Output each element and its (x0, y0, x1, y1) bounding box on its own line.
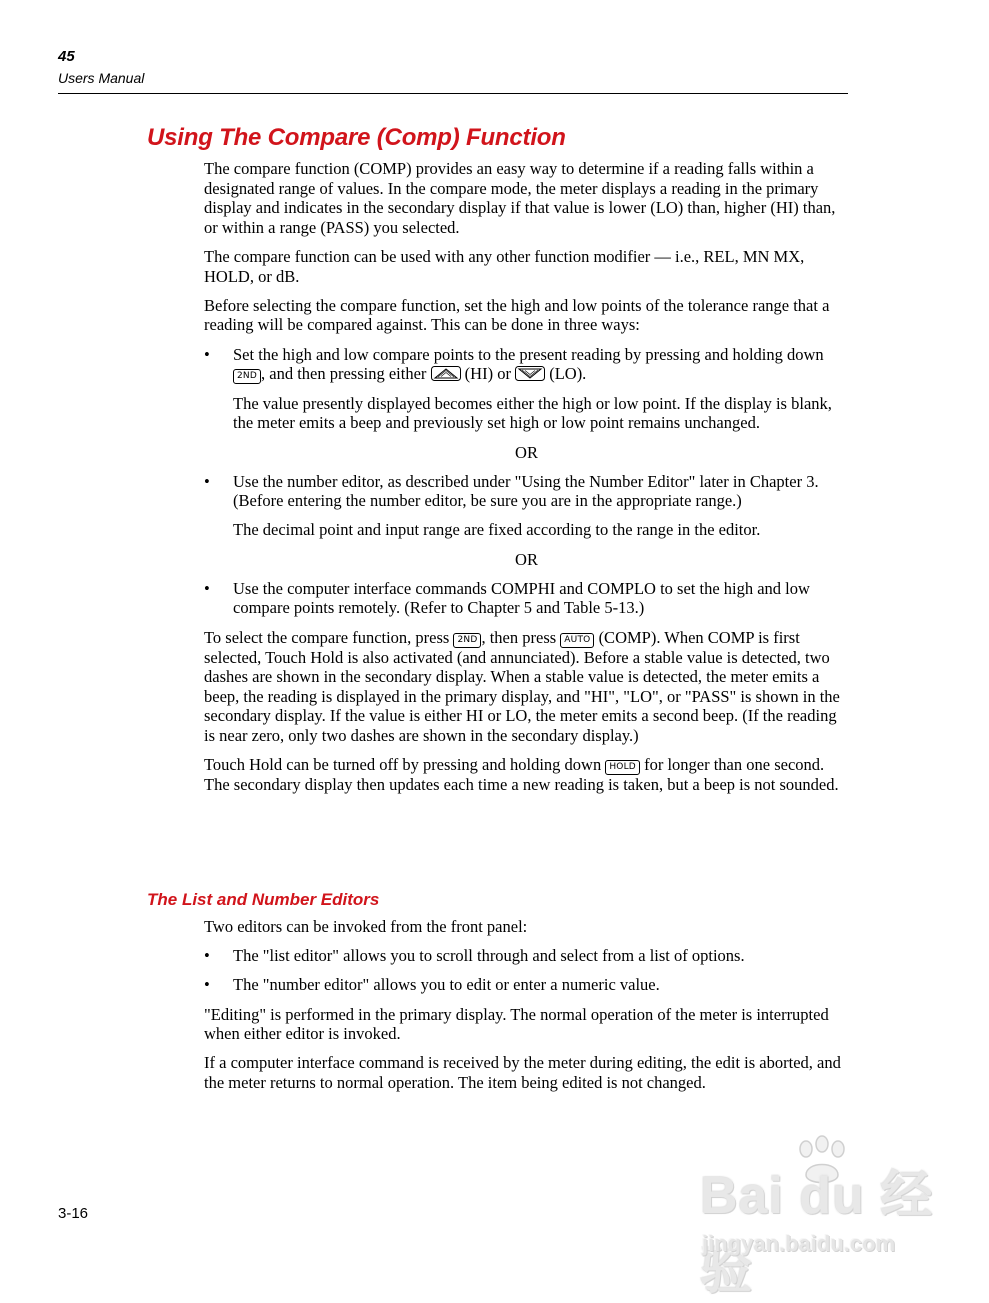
bullet-number-editor-desc: • The "number editor" allows you to edit or enter a numeric value. (204, 975, 849, 995)
key-2nd: 2ND (453, 633, 481, 648)
down-arrow-key-icon (515, 366, 545, 381)
header-manual-title: Users Manual (58, 70, 145, 86)
key-hold: HOLD (605, 760, 640, 775)
editors-intro: Two editors can be invoked from the front panel: (204, 917, 528, 936)
bullet-number-editor-note: The decimal point and input range are fixed according to the range in the editor. (233, 520, 761, 540)
up-arrow-key-icon (431, 366, 461, 381)
section-title: Using The Compare (Comp) Function (147, 124, 566, 151)
subsection-body (204, 917, 849, 1102)
or-separator: OR (515, 442, 538, 462)
bullet-compare-present-note: The value presently displayed becomes either the high or low point. If the display is blank, the meter emits a beep and previously set high or low point remains unchanged. (233, 393, 832, 433)
select-compare-paragraph: To select the compare function, press 2ND , then press AUTO (COMP). When COMP is first selected, Touch Hold is also activated (and annunciated). Before a stable value is detected, two dashes are shown in the secondary display. When a stable value is detected, the meter emits a beep, the reading is displayed in the primary display, and "HI", "LO", or "PASS" is shown in the secondary display. If the value is either HI or LO, the meter emits a second beep. (If the reading is near zero, only two dashes are shown in the secondary display.) (204, 627, 840, 745)
header-page-number: 45 (58, 48, 75, 65)
section-body (204, 159, 849, 804)
before-select-paragraph: Before selecting the compare function, set the high and low points of the tolerance range that a reading will be compared against. This can be done in three ways: (204, 295, 830, 335)
subsection-title: The List and Number Editors (147, 890, 380, 909)
bullet-computer-interface: • Use the computer interface commands COMPHI and COMPLO to set the high and low compare points remotely. (Refer to Chapter 5 and Table 5-13.) (204, 579, 849, 618)
watermark-url: jingyan.baidu.com (702, 1231, 896, 1256)
touch-hold-paragraph: Touch Hold can be turned off by pressing and holding down HOLD for longer than one second. The secondary display then updates each time a new reading is taken, but a beep is not sounded. (204, 755, 839, 795)
footer-page-label: 3-16 (58, 1205, 89, 1222)
interface-paragraph: If a computer interface command is received by the meter during editing, the edit is aborted, and the meter returns to normal operation. The item being edited is not changed. (204, 1053, 841, 1092)
intro-paragraph: The compare function (COMP) provides an easy way to determine if a reading falls within a designated range of values. In the compare mode, the meter displays a reading in the primary display and indicates in the secondary display if that value is lower (LO) than, higher (HI) than, or within a range (PASS) you selected. (204, 159, 836, 237)
or-separator: OR (515, 549, 538, 569)
header-divider (58, 93, 848, 94)
watermark-brand: Bai du 经验 (700, 1167, 934, 1300)
bullet-number-editor: • Use the number editor, as described under "Using the Number Editor" later in Chapter 3. (Before entering the number editor, be sure you are in the appropriate range.) (204, 472, 849, 511)
bullet-list-editor: • The "list editor" allows you to scroll through and select from a list of options. (204, 946, 849, 966)
modifiers-paragraph: The compare function can be used with any other function modifier — i.e., REL, MN MX, HOLD, or dB. (204, 246, 805, 286)
bullet-compare-present: • Set the high and low compare points to the present reading by pressing and holding down 2ND , and then pressing either (HI) or (LO). (204, 345, 849, 385)
baidu-watermark (700, 1135, 940, 1300)
key-2nd: 2ND (233, 369, 261, 384)
editing-paragraph: "Editing" is performed in the primary display. The normal operation of the meter is interrupted when either editor is invoked. (204, 1004, 829, 1044)
key-auto: AUTO (560, 633, 594, 648)
